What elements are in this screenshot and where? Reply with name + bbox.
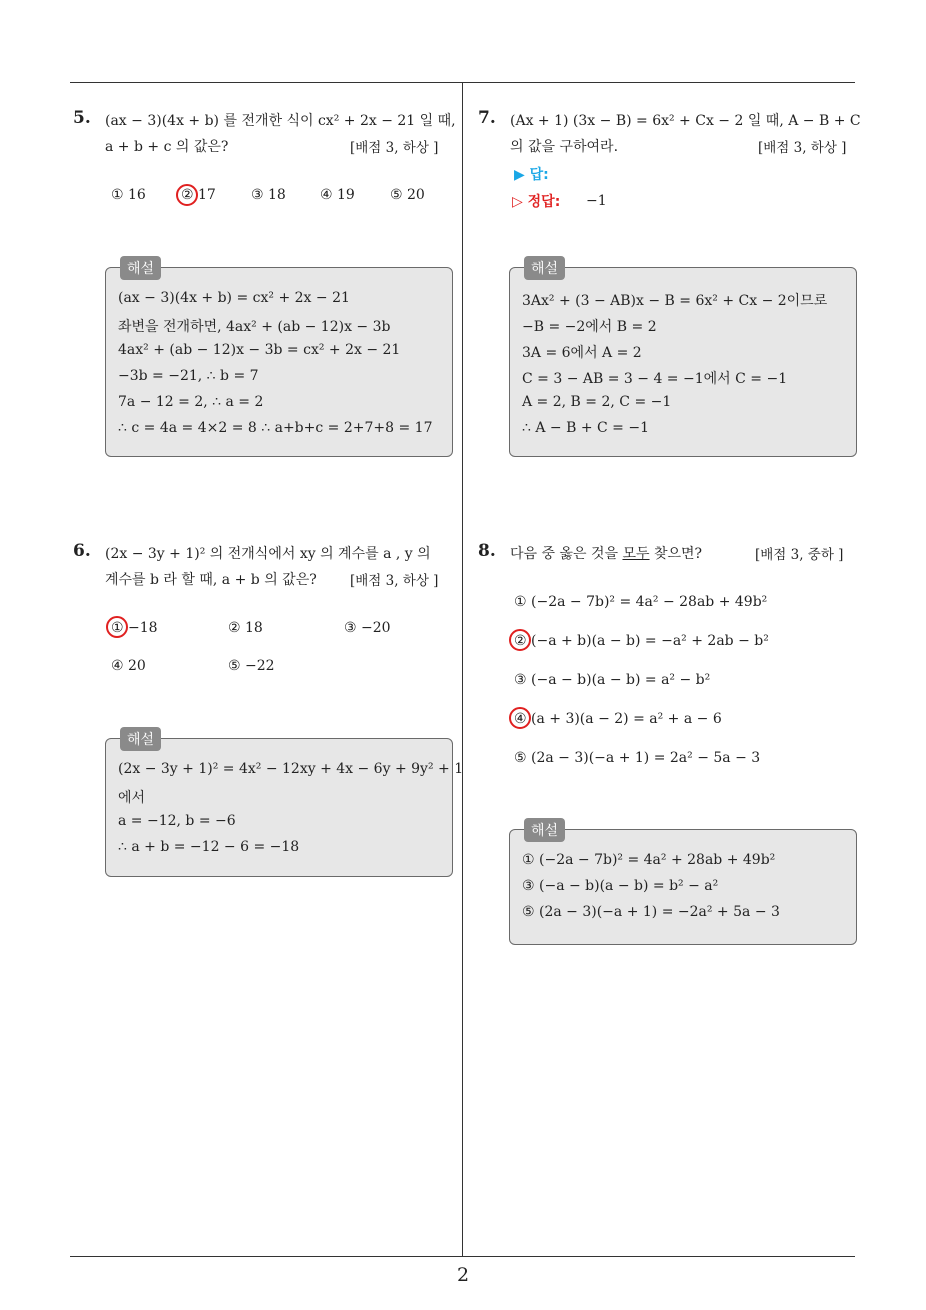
solution-tag: 해설 — [120, 256, 161, 280]
page-number: 2 — [456, 1264, 470, 1286]
solution-box — [509, 823, 857, 945]
solution-line: A = 2, B = 2, C = −1 — [522, 394, 672, 410]
question-number: 5. — [73, 108, 91, 128]
answer-mark-circle — [106, 616, 128, 638]
solution-line: (2x − 3y + 1)² = 4x² − 12xy + 4x − 6y + 9y² + 1 — [118, 761, 464, 777]
solution-tag: 해설 — [524, 818, 565, 842]
score-difficulty: [배점 3, 하상 ] — [758, 140, 847, 156]
solution-line: ③ (−a − b)(a − b) = b² − a² — [522, 878, 719, 894]
solution-tag: 해설 — [120, 727, 161, 751]
column-divider — [462, 82, 463, 1256]
score-difficulty: [배점 3, 하상 ] — [350, 140, 439, 156]
answer-label: ▶ 답: — [514, 167, 549, 183]
question-text-line-1: (2x − 3y + 1)² 의 전개식에서 xy 의 계수를 a , y 의 — [105, 546, 431, 562]
question-text-part: 다음 중 옳은 것을 — [510, 546, 623, 562]
score-difficulty: [배점 3, 중하 ] — [755, 547, 844, 563]
question-text-line-2: 계수를 b 라 할 때, a + b 의 값은? — [105, 572, 317, 588]
solution-line: 4ax² + (ab − 12)x − 3b = cx² + 2x − 21 — [118, 342, 401, 358]
choice-3[interactable]: ③ (−a − b)(a − b) = a² − b² — [514, 672, 711, 688]
answer-mark-circle — [176, 184, 198, 206]
solution-box — [509, 261, 857, 457]
solution-line: 3A = 6에서 A = 2 — [522, 345, 642, 361]
solution-line: C = 3 − AB = 3 − 4 = −1에서 C = −1 — [522, 371, 788, 387]
solution-line: 3Ax² + (3 − AB)x − B = 6x² + Cx − 2이므로 — [522, 293, 828, 309]
choice-3[interactable]: ③ 18 — [251, 187, 286, 203]
answer-mark-circle — [509, 707, 531, 729]
choice-2[interactable]: ② (−a + b)(a − b) = −a² + 2ab − b² — [514, 633, 769, 649]
solution-line: ∴ A − B + C = −1 — [522, 420, 649, 436]
question-text-line-1: (ax − 3)(4x + b) 를 전개한 식이 cx² + 2x − 21 일 때, — [105, 113, 456, 129]
solution-line: ∴ a + b = −12 − 6 = −18 — [118, 839, 300, 855]
answer-mark-circle — [509, 629, 531, 651]
score-difficulty: [배점 3, 하상 ] — [350, 573, 439, 589]
solution-box — [105, 261, 453, 457]
choice-4[interactable]: ④ 20 — [111, 658, 146, 674]
choice-2[interactable]: ② 17 — [181, 187, 216, 203]
solution-line: (ax − 3)(4x + b) = cx² + 2x − 21 — [118, 290, 350, 306]
choice-2[interactable]: ② 18 — [228, 620, 263, 636]
solution-line: −3b = −21, ∴ b = 7 — [118, 368, 259, 384]
question-text-part: 찾으면? — [649, 546, 703, 562]
choice-5[interactable]: ⑤ −22 — [228, 658, 275, 674]
underlined-word: 모두 — [622, 546, 650, 562]
choice-4[interactable]: ④ (a + 3)(a − 2) = a² + a − 6 — [514, 711, 722, 727]
choice-5[interactable]: ⑤ (2a − 3)(−a + 1) = 2a² − 5a − 3 — [514, 750, 761, 766]
correct-answer-label: ▷ 정답: — [512, 194, 561, 210]
solution-line: ⑤ (2a − 3)(−a + 1) = −2a² + 5a − 3 — [522, 904, 780, 920]
choice-4[interactable]: ④ 19 — [320, 187, 355, 203]
solution-line: 좌변을 전개하면, 4ax² + (ab − 12)x − 3b — [118, 319, 391, 335]
choice-5[interactable]: ⑤ 20 — [390, 187, 425, 203]
choice-3[interactable]: ③ −20 — [344, 620, 391, 636]
question-text-line-1: (Ax + 1) (3x − B) = 6x² + Cx − 2 일 때, A − B + C — [510, 113, 861, 129]
choice-1[interactable]: ① 16 — [111, 187, 146, 203]
question-text-line-2: 의 값을 구하여라. — [510, 139, 619, 155]
bottom-rule — [70, 1256, 855, 1257]
question-number: 8. — [478, 541, 496, 561]
solution-line: a = −12, b = −6 — [118, 813, 236, 829]
choice-1[interactable]: ① −18 — [111, 620, 158, 636]
solution-line: ① (−2a − 7b)² = 4a² + 28ab + 49b² — [522, 852, 776, 868]
question-text-line-2: a + b + c 의 값은? — [105, 139, 229, 155]
question-number: 7. — [478, 108, 496, 128]
correct-answer-value: −1 — [586, 193, 607, 209]
solution-line: 7a − 12 = 2, ∴ a = 2 — [118, 394, 264, 410]
question-number: 6. — [73, 541, 91, 561]
solution-box — [105, 732, 464, 877]
solution-line: 에서 — [118, 790, 146, 806]
question-text-line-1 — [510, 543, 702, 563]
solution-line: ∴ c = 4a = 4×2 = 8 ∴ a+b+c = 2+7+8 = 17 — [118, 420, 433, 436]
solution-tag: 해설 — [524, 256, 565, 280]
choice-1[interactable]: ① (−2a − 7b)² = 4a² − 28ab + 49b² — [514, 594, 768, 610]
solution-line: −B = −2에서 B = 2 — [522, 319, 657, 335]
